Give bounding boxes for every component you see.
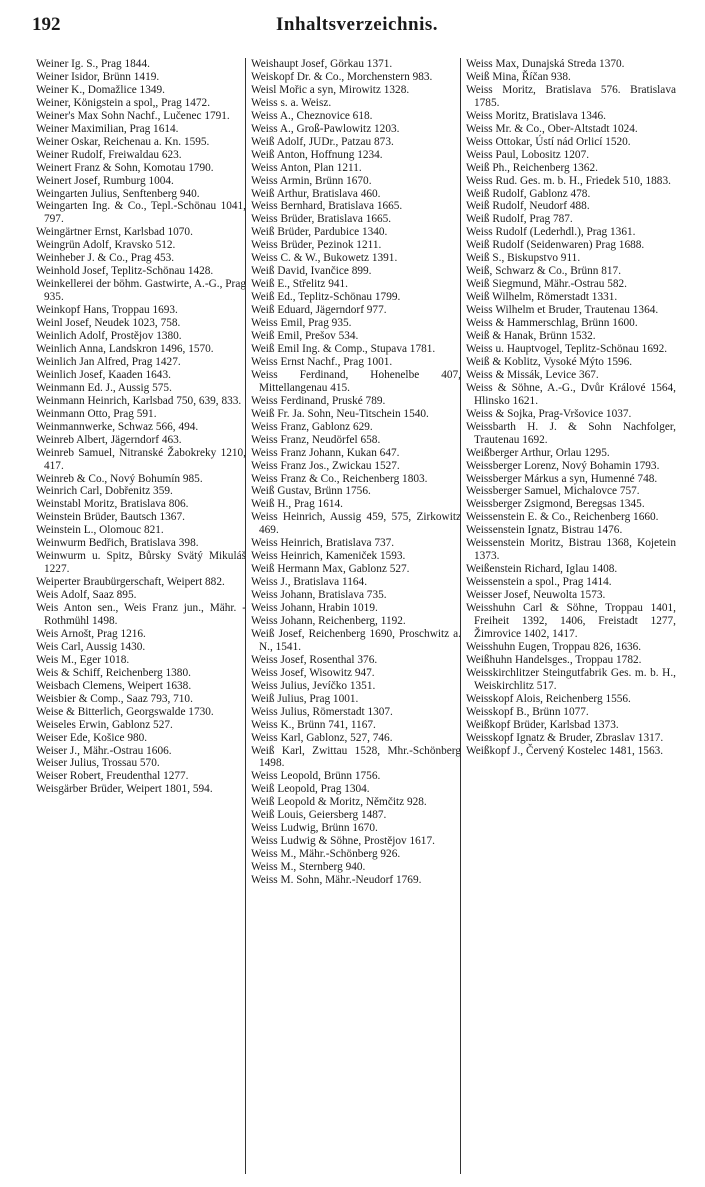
- index-entry: Weiner Oskar, Reichenau a. Kn. 1595.: [36, 135, 210, 148]
- index-entry: Weiss Rud. Ges. m. b. H., Friedek 510, 1883.: [466, 174, 671, 187]
- index-entry: Weiß Gustav, Brünn 1756.: [251, 485, 371, 498]
- index-entry: Weinmann Ed. J., Aussig 575.: [36, 381, 172, 394]
- index-entry: Weissbarth H. J. & Sohn Nachfolger, Trautenau 1692.: [466, 420, 676, 446]
- index-entry: Weiss Ferdinand, Hohenelbe 407, Mittellangenau 415.: [251, 368, 461, 394]
- index-entry: Weiss Ludwig & Söhne, Prostějov 1617.: [251, 835, 435, 848]
- index-entry: Weiß & Koblitz, Vysoké Mýto 1596.: [466, 355, 633, 368]
- index-entry: Weiss Josef, Rosenthal 376.: [251, 653, 378, 666]
- index-column-1: [36, 58, 246, 1174]
- index-entry: Weiss Josef, Wisowitz 947.: [251, 666, 375, 679]
- index-entry: Weiß Louis, Geiersberg 1487.: [251, 809, 387, 822]
- index-entry: Weisbier & Comp., Saaz 793, 710.: [36, 692, 193, 705]
- index-entry: Weisskopf B., Brünn 1077.: [466, 705, 589, 718]
- index-entry: Weissberger Márkus a syn, Humenné 748.: [466, 472, 658, 485]
- index-entry: Weiss Bernhard, Bratislava 1665.: [251, 200, 403, 213]
- index-entry: Weiß Julius, Prag 1001.: [251, 692, 359, 705]
- index-entry: Weisskirchlitzer Steingutfabrik Ges. m. b. H., Weiskirchlitz 517.: [466, 666, 676, 692]
- index-entry: Weiss A., Groß-Pawlowitz 1203.: [251, 122, 400, 135]
- index-entry: Weinstein Brüder, Bautsch 1367.: [36, 511, 185, 524]
- index-entry: Weis Carl, Aussig 1430.: [36, 640, 146, 653]
- index-entry: Weiss M., Sternberg 940.: [251, 861, 366, 874]
- index-entry: Weingarten Julius, Senftenberg 940.: [36, 187, 200, 200]
- index-column-3: [466, 58, 676, 1174]
- index-entry: Weiss M. Sohn, Mähr.-Neudorf 1769.: [251, 874, 422, 887]
- index-entry: Weinlich Josef, Kaaden 1643.: [36, 368, 171, 381]
- index-entry: Weinwurm u. Spitz, Bůrsky Svätý Mikuláš 1227.: [36, 550, 246, 576]
- index-entry: Weinkellerei der böhm. Gastwirte, A.-G., Prag 935.: [36, 278, 246, 304]
- index-entry: Weiss Ottokar, Ústí nád Orlicí 1520.: [466, 135, 631, 148]
- index-entry: Weinrich Carl, Dobřenitz 359.: [36, 485, 173, 498]
- index-entry: Weissenstein E. & Co., Reichenberg 1660.: [466, 511, 659, 524]
- index-entry: Weisskopf Alois, Reichenberg 1556.: [466, 692, 631, 705]
- index-entry: Weiß Leopold, Prag 1304.: [251, 783, 370, 796]
- index-entry: Weiss Rudolf (Lederhdl.), Prag 1361.: [466, 226, 636, 239]
- index-entry: Weiss Mr. & Co., Ober-Altstadt 1024.: [466, 122, 638, 135]
- index-entry: Weinert Josef, Rumburg 1004.: [36, 174, 174, 187]
- index-entry: Weiß Emil Ing. & Comp., Stupava 1781.: [251, 342, 436, 355]
- index-entry: Weiser J., Mähr.-Ostrau 1606.: [36, 744, 172, 757]
- index-entry: Weißberger Arthur, Orlau 1295.: [466, 446, 610, 459]
- index-entry: Weiß Anton, Hoffnung 1234.: [251, 148, 383, 161]
- index-entry: Weinwurm Bedřich, Bratislava 398.: [36, 537, 199, 550]
- index-entry: Weisser Josef, Neuwolta 1573.: [466, 589, 606, 602]
- index-entry: Weiser Robert, Freudenthal 1277.: [36, 770, 189, 783]
- index-entry: Weis Arnošt, Prag 1216.: [36, 627, 146, 640]
- index-entry: Weiss Julius, Jevíčko 1351.: [251, 679, 376, 692]
- column-divider: [460, 58, 461, 1174]
- index-entry: Weiß Rudolf, Neudorf 488.: [466, 200, 590, 213]
- index-entry: Weiss M., Mähr.-Schönberg 926.: [251, 848, 401, 861]
- index-entry: Weissberger Lorenz, Nový Bohamin 1793.: [466, 459, 660, 472]
- index-entry: Weiss J., Bratislava 1164.: [251, 576, 368, 589]
- index-entry: Weiß Ph., Reichenberg 1362.: [466, 161, 598, 174]
- page-number: 192: [32, 14, 61, 35]
- index-entry: Weissberger Zsigmond, Beregsas 1345.: [466, 498, 645, 511]
- index-entry: Weiss Heinrich, Kameniček 1593.: [251, 550, 406, 563]
- index-entry: Weinkopf Hans, Troppau 1693.: [36, 304, 178, 317]
- index-entry: Weinstabl Moritz, Bratislava 806.: [36, 498, 189, 511]
- index-entry: Weiss Franz & Co., Reichenberg 1803.: [251, 472, 428, 485]
- index-entry: Weiß E., Střelitz 941.: [251, 278, 348, 291]
- index-entry: Weisl Mořic a syn, Mirowitz 1328.: [251, 83, 410, 96]
- index-entry: Weiss Heinrich, Aussig 459, 575, Zirkowitz 469.: [251, 511, 461, 537]
- index-entry: Weiser Ede, Košice 980.: [36, 731, 148, 744]
- index-entry: Weinlich Anna, Landskron 1496, 1570.: [36, 342, 214, 355]
- index-entry: Weißkopf Brüder, Karlsbad 1373.: [466, 718, 619, 731]
- index-entry: Weiss K., Brünn 741, 1167.: [251, 718, 376, 731]
- index-entry: Weiss Wilhelm et Bruder, Trautenau 1364.: [466, 304, 659, 317]
- index-entry: Weiß Josef, Reichenberg 1690, Proschwitz a. N., 1541.: [251, 627, 461, 653]
- index-entry: Weingarten Ing. & Co., Tepl.-Schönau 1041, 797.: [36, 200, 246, 226]
- index-entry: Weise & Bitterlich, Georgswalde 1730.: [36, 705, 214, 718]
- index-entry: Weinheber J. & Co., Prag 453.: [36, 252, 175, 265]
- index-entry: Weiß Mina, Říčan 938.: [466, 70, 571, 83]
- index-entry: Weiss Johann, Bratislava 735.: [251, 589, 387, 602]
- index-entry: Weiner Isidor, Brünn 1419.: [36, 70, 160, 83]
- index-entry: Weiss C. & W., Bukowetz 1391.: [251, 252, 398, 265]
- index-entry: Weiss Armin, Brünn 1670.: [251, 174, 372, 187]
- index-entry: Weiss Ludwig, Brünn 1670.: [251, 822, 378, 835]
- index-entry: Weinstein L., Olomouc 821.: [36, 524, 164, 537]
- index-entry: Weinert Franz & Sohn, Komotau 1790.: [36, 161, 214, 174]
- index-entry: Weis Anton sen., Weis Franz jun., Mähr. - Rothmühl 1498.: [36, 602, 246, 627]
- index-entry: Weis & Schiff, Reichenberg 1380.: [36, 666, 191, 679]
- index-entry: Weinmann Heinrich, Karlsbad 750, 639, 833.: [36, 394, 242, 407]
- index-entry: Weiss Johann, Hrabin 1019.: [251, 602, 378, 615]
- index-entry: Weiskopf Dr. & Co., Morchenstern 983.: [251, 70, 433, 83]
- index-entry: Weiss & Missák, Levice 367.: [466, 368, 599, 381]
- index-entry: Weinl Josef, Neudek 1023, 758.: [36, 317, 181, 330]
- index-entry: Weisgärber Brüder, Weipert 1801, 594.: [36, 783, 213, 796]
- index-entry: Weiner, Königstein a spol,, Prag 1472.: [36, 96, 211, 109]
- index-entry: Weinreb Albert, Jägerndorf 463.: [36, 433, 182, 446]
- index-entry: Weinhold Josef, Teplitz-Schönau 1428.: [36, 265, 214, 278]
- index-entry: Weiß Ed., Teplitz-Schönau 1799.: [251, 291, 401, 304]
- index-entry: Weiss Moritz, Bratislava 576. Bratislava 1785.: [466, 83, 676, 109]
- index-entry: Weinlich Jan Alfred, Prag 1427.: [36, 355, 181, 368]
- index-entry: Weisbach Clemens, Weipert 1638.: [36, 679, 192, 692]
- index-entry: Weiss Brüder, Pezinok 1211.: [251, 239, 382, 252]
- index-entry: Weiner Rudolf, Freiwaldau 623.: [36, 148, 182, 161]
- index-entry: Weiner's Max Sohn Nachf., Lučenec 1791.: [36, 109, 230, 122]
- index-entry: Weinreb & Co., Nový Bohumín 985.: [36, 472, 203, 485]
- index-entry: Weiser Julius, Trossau 570.: [36, 757, 160, 770]
- index-entry: Weiner K., Domažlice 1349.: [36, 83, 165, 96]
- index-entry: Weiß Siegmund, Mähr.-Ostrau 582.: [466, 278, 627, 291]
- index-entry: Weiss u. Hauptvogel, Teplitz-Schönau 1692.: [466, 342, 668, 355]
- page-title: Inhaltsverzeichnis.: [275, 14, 439, 35]
- index-entry: Weiß Adolf, JUDr., Patzau 873.: [251, 135, 394, 148]
- index-entry: Weiss Ernst Nachf., Prag 1001.: [251, 355, 393, 368]
- index-entry: Weiss A., Cheznovice 618.: [251, 109, 373, 122]
- index-entry: Weiss & Hammerschlag, Brünn 1600.: [466, 317, 638, 330]
- index-entry: Weiß Eduard, Jägerndorf 977.: [251, 304, 387, 317]
- index-entry: Weiß H., Prag 1614.: [251, 498, 343, 511]
- index-entry: Weiner Ig. S., Prag 1844.: [36, 58, 150, 70]
- column-divider: [245, 58, 246, 1174]
- index-entry: Weinreb Samuel, Nitranské Žabokreky 1210, 417.: [36, 446, 246, 472]
- index-entry: Weingärtner Ernst, Karlsbad 1070.: [36, 226, 193, 239]
- index-entry: Weiss Julius, Römerstadt 1307.: [251, 705, 393, 718]
- index-entry: Weiß Rudolf (Seidenwaren) Prag 1688.: [466, 239, 645, 252]
- index-entry: Weiss Franz Johann, Kukan 647.: [251, 446, 400, 459]
- index-entry: Weiß Brüder, Pardubice 1340.: [251, 226, 388, 239]
- index-entry: Weis Adolf, Saaz 895.: [36, 589, 137, 602]
- index-entry: Weiss Ferdinand, Pruské 789.: [251, 394, 386, 407]
- index-entry: Weiss Max, Dunajská Streda 1370.: [466, 58, 625, 70]
- index-entry: Weiss Moritz, Bratislava 1346.: [466, 109, 606, 122]
- index-entry: Weiß Leopold & Moritz, Němčitz 928.: [251, 796, 427, 809]
- index-entry: Weisshuhn Eugen, Troppau 826, 1636.: [466, 640, 642, 653]
- index-entry: Weiss & Söhne, A.-G., Dvůr Králové 1564, Hlinsko 1621.: [466, 381, 676, 407]
- index-entry: Weiss Anton, Plan 1211.: [251, 161, 362, 174]
- index-entry: Weiß, Schwarz & Co., Brünn 817.: [466, 265, 622, 278]
- index-entry: Weis M., Eger 1018.: [36, 653, 130, 666]
- index-entry: Weiß Wilhelm, Römerstadt 1331.: [466, 291, 618, 304]
- index-columns: [36, 58, 676, 1176]
- index-entry: Weiss & Sojka, Prag-Vršovice 1037.: [466, 407, 632, 420]
- index-entry: Weiss Emil, Prag 935.: [251, 317, 352, 330]
- index-entry: Weiß David, Ivančice 899.: [251, 265, 372, 278]
- index-entry: Weiss Franz, Neudörfel 658.: [251, 433, 381, 446]
- index-entry: Weiß Fr. Ja. Sohn, Neu-Titschein 1540.: [251, 407, 429, 420]
- index-entry: Weißenstein Richard, Iglau 1408.: [466, 563, 618, 576]
- index-entry: Weiner Maximilian, Prag 1614.: [36, 122, 179, 135]
- index-entry: Weingrün Adolf, Kravsko 512.: [36, 239, 176, 252]
- index-entry: Weiß Karl, Zwittau 1528, Mhr.-Schönberg 1498.: [251, 744, 461, 770]
- index-entry: Weiss Johann, Reichenberg, 1192.: [251, 614, 406, 627]
- index-entry: Weinmannwerke, Schwaz 566, 494.: [36, 420, 199, 433]
- index-entry: Weiß S., Biskupstvo 911.: [466, 252, 581, 265]
- index-entry: Weiperter Braubürgerschaft, Weipert 882.: [36, 576, 225, 589]
- index-entry: Weiß Rudolf, Gablonz 478.: [466, 187, 591, 200]
- index-entry: Weiss Franz, Gablonz 629.: [251, 420, 373, 433]
- index-entry: Weißhuhn Handelsges., Troppau 1782.: [466, 653, 642, 666]
- index-entry: Weissenstein Ignatz, Bistrau 1476.: [466, 524, 623, 537]
- index-column-2: [251, 58, 461, 1174]
- index-entry: Weiss Brüder, Bratislava 1665.: [251, 213, 392, 226]
- index-entry: Weinmann Otto, Prag 591.: [36, 407, 157, 420]
- index-entry: Weisskopf Ignatz & Bruder, Zbraslav 1317.: [466, 731, 664, 744]
- index-entry: Weißkopf J., Červený Kostelec 1481, 1563.: [466, 744, 664, 757]
- index-entry: Weiss s. a. Weisz.: [251, 96, 332, 109]
- index-entry: Weiß & Hanak, Brünn 1532.: [466, 330, 596, 343]
- index-entry: Weinlich Adolf, Prostějov 1380.: [36, 330, 182, 343]
- page-header: [32, 14, 682, 44]
- index-entry: Weiß Rudolf, Prag 787.: [466, 213, 573, 226]
- index-entry: Weiss Paul, Lobositz 1207.: [466, 148, 590, 161]
- index-entry: Weissberger Samuel, Michalovce 757.: [466, 485, 640, 498]
- index-entry: Weiss Franz Jos., Zwickau 1527.: [251, 459, 400, 472]
- index-entry: Weisshuhn Carl & Söhne, Troppau 1401, Freiheit 1392, 1406, Freistadt 1277, Žimrovice 1402, 1417.: [466, 602, 676, 640]
- index-entry: Weiß Emil, Prešov 534.: [251, 330, 359, 343]
- index-entry: Weissenstein a spol., Prag 1414.: [466, 576, 612, 589]
- index-entry: Weiß Hermann Max, Gablonz 527.: [251, 563, 410, 576]
- index-entry: Weiss Leopold, Brünn 1756.: [251, 770, 381, 783]
- index-entry: Weissenstein Moritz, Bistrau 1368, Kojetein 1373.: [466, 537, 676, 563]
- index-entry: Weiss Heinrich, Bratislava 737.: [251, 537, 395, 550]
- index-entry: Weiseles Erwin, Gablonz 527.: [36, 718, 173, 731]
- index-entry: Weiß Arthur, Bratislava 460.: [251, 187, 381, 200]
- index-entry: Weiss Karl, Gablonz, 527, 746.: [251, 731, 393, 744]
- index-entry: Weishaupt Josef, Görkau 1371.: [251, 58, 393, 70]
